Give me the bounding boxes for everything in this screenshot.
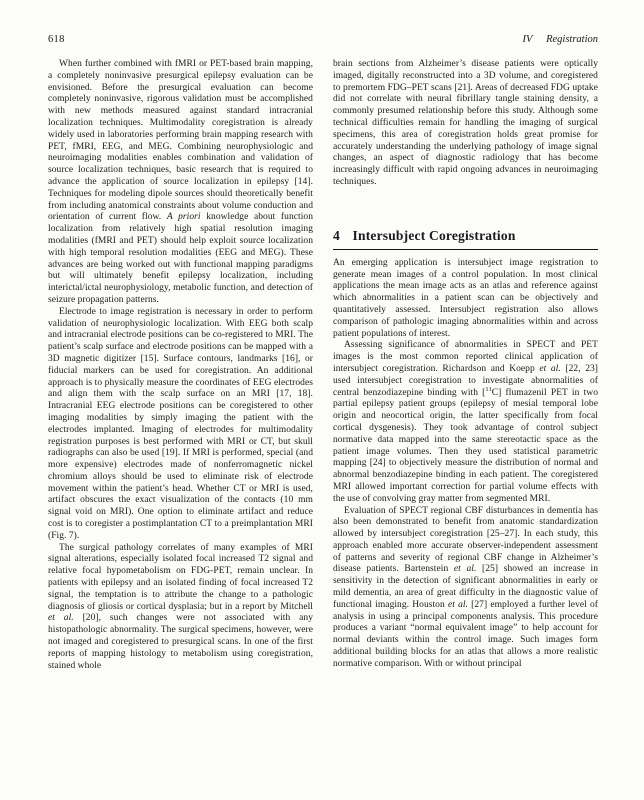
paragraph: Evaluation of SPECT regional CBF disturbances in dementia has also been demonstrated to benefit from anatomic standardization allowed by intersubject coregistration [25–27]. In each study, this approach enabled more accurate observer-independent assessment of patterns and severity of regional CBF change in Alzheimer’s disease patients. Bartenstein et al. [25] showed an increase in sensitivity in the detection of significant abnormalities in early or mild dementia, an area of great difficulty in the diagnostic value of functional imaging. Houston et al. [27] employed a further level of analysis in using a principal components analysis. This procedure produces a variant “normal equivalent image” to help account for normal deviants within the control image. Such images form additional building blocks for an atlas that allows a more realistic normative comparison. With or without principal: [333, 505, 599, 669]
page-number: 618: [48, 34, 65, 45]
paragraph: Electrode to image registration is necessary in order to perform validation of neurophysiologic localization. With EEG both scalp and intracranial electrode positions can be co-registered to MRI. The patient’s scalp surface and electrode positions can be mapped with a 3D magnetic digitizer [15]. Surface contours, landmarks [16], or fiducial markers can be used for coregistration. An additional approach is to physically measure the coordinates of EEG electrodes and align them with the scalp surface on an MRI [17, 18]. Intracranial EEG electrode positions can be coregistered to other imaging modalities by simply imaging the patient with the electrodes implanted. Imaging of electrodes for multimodality registration purposes is best performed with MRI or CT, but skull radiographs can also be used [19]. If MRI is performed, special (and more expensive) electrodes made of nonferromagnetic nickel chromium alloys should be used to eliminate risk of electrode movement within the patient’s head. Whether CT or MRI is used, artifact obscures the exact visualization of the contacts (10 mm signal void on MRI). One option to eliminate artifact and reduce cost is to coregister a postimplantation CT to a preimplantation MRI (Fig. 7).: [48, 306, 313, 541]
paragraph: The surgical pathology correlates of many examples of MRI signal alterations, especially isolated focal increased T2 signal and relative focal hypometabolism on FDG-PET, remain unclear. In patients with epilepsy and an isolated finding of focal increased T2 signal, the temptation is to attribute the change to a pathologic diagnosis of gliosis or cortical dysplasia; but in a report by Mitchell et al. [20], such changes were not associated with any histopathologic abnormality. The surgical specimens, however, were not imaged and coregistered to presurgical scans. In one of the first reports of mapping histology to metabolism using coregistration, stained whole: [48, 542, 314, 671]
running-head: [523, 34, 598, 46]
running-header: [48, 34, 598, 46]
running-head-title: Registration: [546, 34, 598, 45]
two-column-body: [48, 59, 598, 672]
section-title: Intersubject Coregistration: [352, 227, 516, 243]
left-column: [48, 59, 313, 672]
paragraph: Assessing significance of abnormalities in SPECT and PET images is the most common reported clinical application of intersubject coregistration. Richardson and Koepp et al. [22, 23] used intersubject coregistration to investigate abnormalities of central benzodiazepine binding with [$^{11}$C] flumazenil PET in two partial epilepsy patient groups (epilepsy of mesial temporal lobe origin and neocortical origin, the latter specifically from focal cortical dysgenesis). They took advantage of control subject normative data mapped into the same stereotactic space as the patient image volumes. Then they used statistical parametric mapping [24] to objectively measure the distribution of normal and abnormal benzodiazepine binding in each patient. The coregistered MRI allowed important correction for partial volume effects with the use of convolving gray matter from segmented MRI.: [333, 340, 599, 504]
right-column: [333, 59, 598, 672]
running-head-part-number: IV: [522, 34, 533, 45]
paragraph: An emerging application is intersubject image registration to generate mean images of a control population. In most clinical applications the mean image acts as an atlas and reference against which abnormalities in a patient scan can be objectively and quantitatively assessed. Intersubject registration also allows comparison of pathologic imaging abnormalities within and across patient populations of interest.: [333, 257, 598, 339]
section-heading: [333, 228, 598, 250]
paragraph: brain sections from Alzheimer’s disease patients were optically imaged, digitally reconstructed into a 3D volume, and coregistered to premortem FDG–PET scans [21]. Areas of decreased FDG uptake did not correlate with neural fibrillary tangle staining density, a commonly presumed relationship before this study. Although some technical difficulties remain for handling the imaging of surgical specimens, this area of coregistration holds great promise for accurately understanding the underlying pathology of image signal changes, an aspect of diagnostic radiology that has become increasingly difficult with rapid ongoing advances in neuroimaging techniques.: [333, 59, 598, 187]
section-number: 4: [333, 227, 340, 243]
paragraph: When further combined with fMRI or PET-based brain mapping, a completely noninvasive presurgical epilepsy evaluation can be envisioned. Before the presurgical evaluation can become completely noninvasive, rigorous validation must be accomplished with new methods measured against standard intracranial localization techniques. Multimodality coregistration is already widely used in laboratories performing brain mapping research with PET, fMRI, EEG, and MEG. Combining neurophysiologic and neuroimaging modalities enables combination and validation of source localization techniques, basic research that is required to advance the application of source localization in epilepsy [14]. Techniques for modeling dipole sources should theoretically benefit from including anatomical constraints about volume conduction and orientation of current flow. A priori knowledge about function localization from relatively high spatial resolution imaging modalities (fMRI and PET) should help exploit source localization with high temporal resolution modalities (EEG and MEG). These advances are being worked out with functional mapping paradigms but will ultimately benefit epilepsy localization, including interictal/ictal neurophysiology, metabolic function, and detection of seizure propagation patterns.: [48, 59, 313, 305]
